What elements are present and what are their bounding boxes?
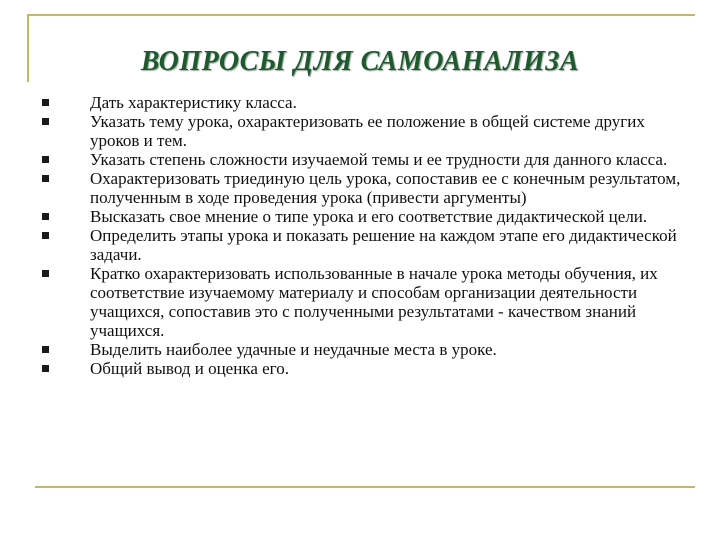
list-item: [38, 340, 698, 359]
list-item-text: Кратко охарактеризовать использованные в начале урока методы обучения, их соответствие изучаемому материалу и способам организации деятельности учащихся, сопоставив это с полученными результатами - качеством знаний учащихся.: [90, 264, 658, 340]
list-item-text: Определить этапы урока и показать решение на каждом этапе его дидактической задачи.: [90, 226, 677, 264]
square-bullet-icon: [42, 270, 49, 277]
square-bullet-icon: [42, 213, 49, 220]
list-item: [38, 169, 698, 207]
list-item: [38, 93, 698, 112]
slide-title: ВОПРОСЫ ДЛЯ САМОАНАЛИЗА: [140, 46, 580, 77]
list-item: [38, 264, 698, 340]
list-item: [38, 226, 698, 264]
square-bullet-icon: [42, 118, 49, 125]
list-item-text: Выделить наиболее удачные и неудачные места в уроке.: [90, 340, 497, 359]
list-item-text: Высказать свое мнение о типе урока и его соответствие дидактической цели.: [90, 207, 648, 226]
square-bullet-icon: [42, 365, 49, 372]
list-item: [38, 359, 698, 378]
square-bullet-icon: [42, 175, 49, 182]
list-item-text: Указать тему урока, охарактеризовать ее положение в общей системе других уроков и тем.: [90, 112, 645, 150]
frame-top-line: [27, 14, 695, 16]
list-item: [38, 150, 698, 169]
square-bullet-icon: [42, 99, 49, 106]
list-item: [38, 207, 698, 226]
list-item: [38, 112, 698, 150]
list-item-text: Охарактеризовать триединую цель урока, сопоставив ее с конечным результатом, полученным в ходе проведения урока (привести аргументы): [90, 169, 681, 207]
frame-bottom-line: [35, 486, 695, 488]
list-item-text: Указать степень сложности изучаемой темы и ее трудности для данного класса.: [90, 150, 668, 169]
list-item-text: Общий вывод и оценка его.: [90, 359, 289, 378]
square-bullet-icon: [42, 232, 49, 239]
square-bullet-icon: [42, 346, 49, 353]
list-item-text: Дать характеристику класса.: [90, 93, 297, 112]
square-bullet-icon: [42, 156, 49, 163]
question-list: [38, 93, 698, 378]
